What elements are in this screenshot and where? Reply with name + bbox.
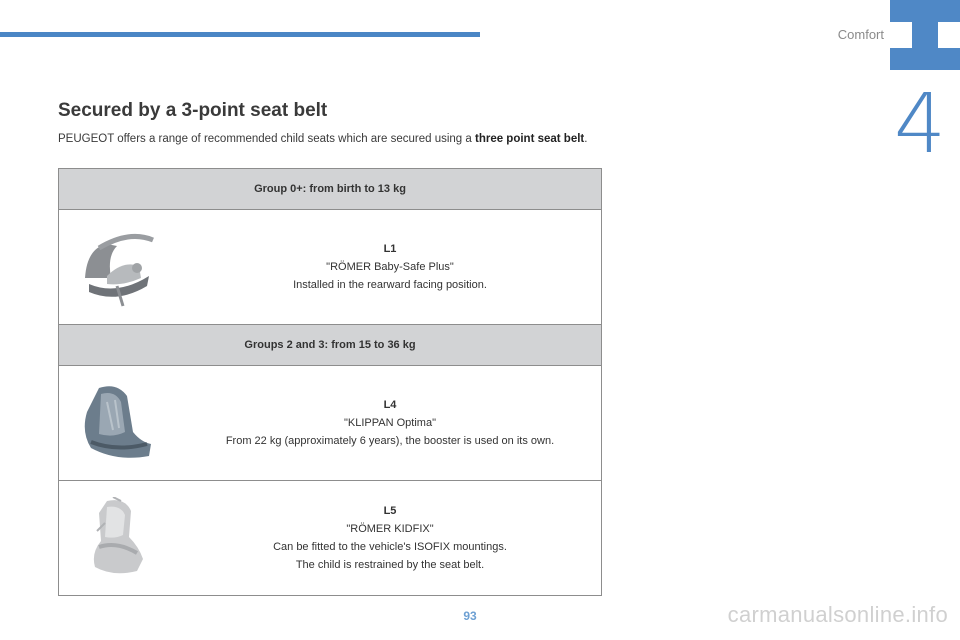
seat-name: "RÖMER Baby-Safe Plus" [326,261,454,273]
seat-description [189,366,591,480]
infant-carrier-icon [77,226,159,308]
group-header-row [59,169,602,210]
seat-code: L1 [383,243,397,255]
seat-description [189,481,591,595]
group-label: Groups 2 and 3: from 15 to 36 kg [59,325,602,366]
seat-description [189,210,591,324]
child-seat-table [58,168,602,596]
watermark: carmanualsonline.info [727,602,948,627]
chapter-number: 4 [893,77,946,172]
group-label: Group 0+: from birth to 13 kg [59,169,602,210]
table-row [59,481,602,596]
seat-code: L5 [383,505,397,517]
chapter-tab-icon [890,0,960,70]
seat-note: The child is restrained by the seat belt. [295,559,485,571]
intro-end: . [584,133,588,145]
booster-seat-icon [77,382,159,464]
table-row [59,366,602,481]
seat-code: L4 [383,399,397,411]
intro-text: PEUGEOT offers a range of recommended child seats which are secured using a [58,133,475,145]
seat-name: "RÖMER KIDFIX" [346,523,434,535]
seat-note: From 22 kg (approximately 6 years), the booster is used on its own. [225,435,555,447]
intro-paragraph [58,130,606,148]
seat-note: Can be fitted to the vehicle's ISOFIX mountings. [273,541,507,553]
header-rule [0,32,480,37]
section-label: Comfort [837,27,884,42]
group-header-row [59,325,602,366]
intro-emphasis: three point seat belt [474,133,585,145]
page-title: Secured by a 3-point seat belt [58,100,328,121]
page-number: 93 [463,609,477,623]
isofix-booster-icon [77,497,159,579]
table-row [59,210,602,325]
seat-name: "KLIPPAN Optima" [344,417,436,429]
seat-note: Installed in the rearward facing position. [293,279,487,291]
